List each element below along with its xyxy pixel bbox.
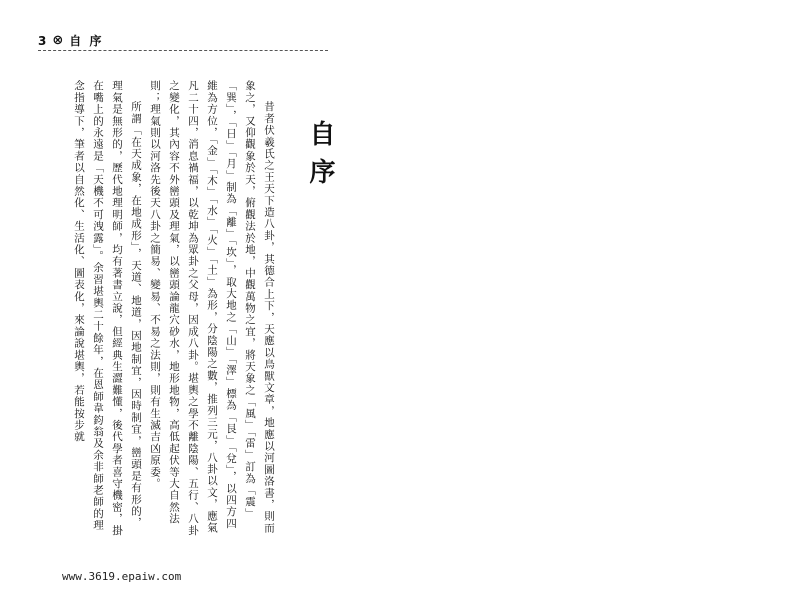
body-text <box>69 80 278 540</box>
running-header <box>38 32 103 49</box>
ornament-icon: ⊗ <box>52 33 66 48</box>
header-divider <box>38 50 328 51</box>
page-title: 自序 <box>305 120 335 196</box>
paragraph: 昔者伏羲氏之王天下造八卦，其德合上下，天應以鳥獸文章，地應以河圖洛書，則而象之，又仰觀象於天，俯觀法於地，中觀萬物之宜，將天象之「風」「雷」訂為「震」「巽」，「日」「月」制為「離」「坎」，取大地之「山」「澤」標為「艮」「兌」，以四方四維為方位，「金」「木」「水」「火」「土」為形，分陰陽之數，推列三元，八卦以文，應氣凡二十四，消息禍福，以乾坤為眾卦之父母，因成八卦。堪輿之學不離陰陽、五行、八卦之變化，其內容不外巒頭及理氣，以巒頭論龍穴砂水，地形地物，高低起伏等大自然法則；理氣則以河洛先後天八卦之簡易、變易、不易之法則，則有生滅吉凶原委。 <box>149 80 275 537</box>
running-header-title: 自 序 <box>69 34 104 48</box>
footer-url: www.3619.epaiw.com <box>62 570 182 583</box>
paragraph: 所謂「在天成象，在地成形」，天道、地道，因地制宜，因時制宜，巒頭是有形的，理氣是無形的，歷代地理明師，均有著書立說，但經典生澀難懂，後代學者喜守機密，掛在嘴上的永遠是「天機不可洩露」。余習堪輿二十餘年，在恩師韋鈞翁及余非師老師的理念指導下，筆者以自然化、生活化、圖表化，來論說堪輿，若能按步就 <box>73 80 142 537</box>
page-number: 3 <box>38 33 49 48</box>
